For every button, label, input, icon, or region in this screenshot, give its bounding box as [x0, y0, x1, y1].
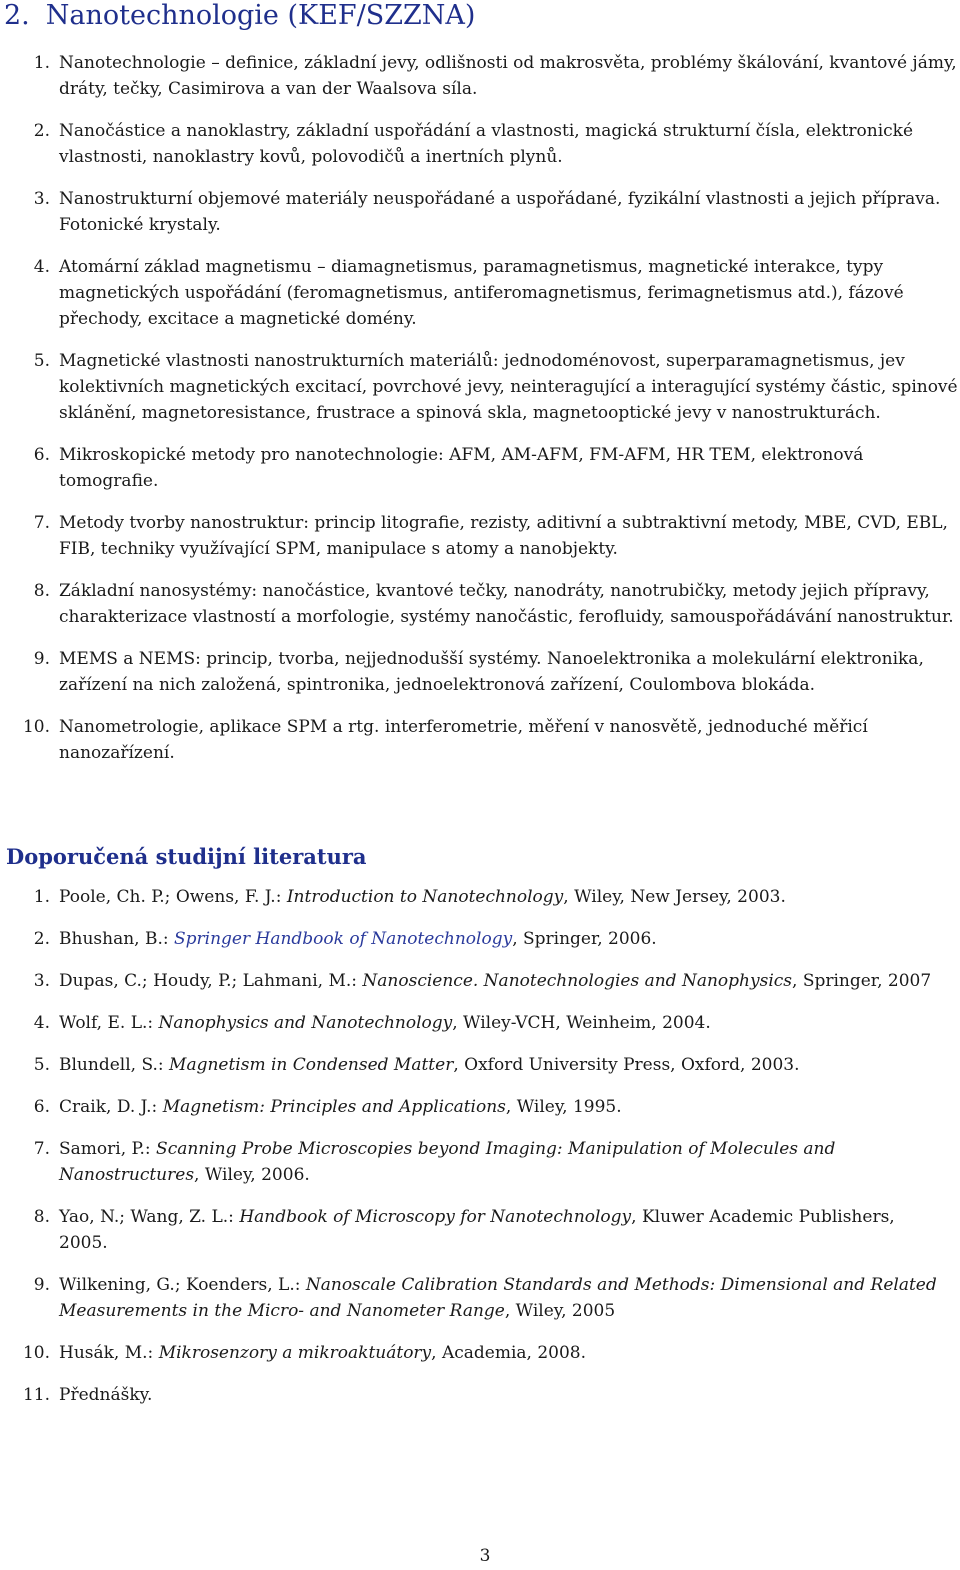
reference-item — [0, 926, 940, 952]
section-title: Nanotechnologie (KEF/SZZNA) — [45, 0, 476, 31]
topic-text: Nanočástice a nanoklastry, základní uspořádání a vlastnosti, magická strukturní čísla, elektronické vlastnosti, nanoklastry kovů, polovodičů a inertních plynů. — [59, 121, 914, 167]
reference-publisher: , Oxford University Press, Oxford, 2003. — [453, 1055, 800, 1075]
reference-title: Mikrosenzory a mikroaktuátory — [158, 1343, 432, 1363]
reference-publisher: , Wiley, 2005 — [504, 1301, 616, 1321]
topic-number: 5. — [33, 351, 50, 371]
reference-number: 1. — [33, 887, 50, 907]
reference-title: Nanoscience. Nanotechnologies and Nanophysics — [362, 971, 793, 991]
topic-item — [0, 254, 960, 332]
reference-number: 2. — [33, 929, 50, 949]
reference-title: Nanoscale Calibration Standards and Methods: Dimensional and Related Measurements in the Micro- and Nanometer Range — [59, 1275, 937, 1321]
reference-publisher: , Wiley, New Jersey, 2003. — [563, 887, 786, 907]
reference-item — [0, 1272, 940, 1324]
reference-publisher: , Wiley, 1995. — [505, 1097, 622, 1117]
topic-text: Magnetické vlastnosti nanostrukturních materiálů: jednodoménovost, superparamagnetismus, jev kolektivních magnetických excitací, povrchové jevy, neinteragující a interagující systémy částic, spinové sklánění, magnetoresistance, frustrace a spinová skla, magnetooptické jevy v nanostrukturách. — [59, 351, 958, 423]
reference-number: 7. — [33, 1139, 50, 1159]
reference-item — [0, 1340, 940, 1366]
topic-item — [0, 50, 960, 102]
topic-text: Atomární základ magnetismu – diamagnetismus, paramagnetismus, magnetické interakce, typy magnetických uspořádání (feromagnetismus, antiferomagnetismus, ferimagnetismus atd.), fázové přechody, excitace a magnetické domény. — [59, 257, 904, 329]
reference-number: 6. — [33, 1097, 50, 1117]
reference-publisher: , Academia, 2008. — [431, 1343, 587, 1363]
topic-item — [0, 646, 960, 698]
reference-item — [0, 1052, 940, 1078]
topic-number: 2. — [33, 121, 50, 141]
reference-item — [0, 1094, 940, 1120]
topic-item — [0, 578, 960, 630]
reference-item — [0, 1136, 940, 1188]
topic-text: Metody tvorby nanostruktur: princip litografie, rezisty, aditivní a subtraktivní metody, MBE, CVD, EBL, FIB, techniky využívající SPM, manipulace s atomy a nanobjekty. — [59, 513, 948, 559]
topic-item — [0, 714, 960, 766]
reference-item — [0, 1204, 940, 1256]
topic-item — [0, 510, 960, 562]
reference-authors: Samori, P.: — [59, 1139, 157, 1159]
topic-text: Nanostrukturní objemové materiály neuspořádané a uspořádané, fyzikální vlastnosti a jejich příprava. Fotonické krystaly. — [59, 189, 941, 235]
reference-publisher: , Kluwer Academic Publishers, 2005. — [59, 1207, 895, 1253]
page-number: 3 — [479, 1546, 491, 1566]
literature-heading: Doporučená studijní literatura — [6, 844, 367, 869]
topic-item — [0, 348, 960, 426]
topic-number: 9. — [33, 649, 50, 669]
reference-number: 5. — [33, 1055, 50, 1075]
reference-publisher: , Wiley, 2006. — [194, 1165, 310, 1185]
topic-text: Nanotechnologie – definice, základní jevy, odlišnosti od makrosvěta, problémy škálování, kvantové jámy, dráty, tečky, Casimirova a van der Waalsova síla. — [59, 53, 957, 99]
reference-item — [0, 1382, 940, 1408]
reference-number: 10. — [22, 1343, 50, 1363]
reference-number: 11. — [22, 1385, 50, 1405]
reference-list — [0, 884, 940, 1408]
reference-authors: Blundell, S.: — [59, 1055, 170, 1075]
topic-number: 4. — [33, 257, 50, 277]
topic-number: 10. — [22, 717, 50, 737]
reference-authors: Yao, N.; Wang, Z. L.: — [59, 1207, 240, 1227]
reference-title: Magnetism: Principles and Applications — [162, 1097, 506, 1117]
reference-authors: Přednášky. — [59, 1385, 153, 1405]
reference-title-link[interactable]: Springer Handbook of Nanotechnology — [173, 929, 513, 949]
topic-number: 7. — [33, 513, 50, 533]
reference-item — [0, 1010, 940, 1036]
topic-item — [0, 186, 960, 238]
reference-item — [0, 884, 940, 910]
topic-text: Mikroskopické metody pro nanotechnologie: AFM, AM-AFM, FM-AFM, HR TEM, elektronová tomografie. — [59, 445, 864, 491]
reference-title: Introduction to Nanotechnology — [286, 887, 564, 907]
reference-item — [0, 968, 940, 994]
section-heading — [4, 0, 475, 32]
topic-number: 1. — [33, 53, 50, 73]
topic-text: Nanometrologie, aplikace SPM a rtg. interferometrie, měření v nanosvětě, jednoduché měřicí nanozařízení. — [59, 717, 868, 763]
reference-title: Handbook of Microscopy for Nanotechnology — [239, 1207, 632, 1227]
reference-number: 8. — [33, 1207, 50, 1227]
reference-authors: Bhushan, B.: — [59, 929, 174, 949]
topic-number: 3. — [33, 189, 50, 209]
topic-list — [0, 50, 960, 766]
topic-text: MEMS a NEMS: princip, tvorba, nejjednodušší systémy. Nanoelektronika a molekulární elektronika, zařízení na nich založená, spintronika, jednoelektronová zařízení, Coulombova blokáda. — [59, 649, 924, 695]
topic-item — [0, 442, 960, 494]
reference-title: Nanophysics and Nanotechnology — [158, 1013, 453, 1033]
reference-authors: Craik, D. J.: — [59, 1097, 163, 1117]
reference-number: 3. — [33, 971, 50, 991]
topic-text: Základní nanosystémy: nanočástice, kvantové tečky, nanodráty, nanotrubičky, metody jejich přípravy, charakterizace vlastností a morfologie, systémy nanočástic, ferofluidy, samouspořádávání nanostruktur. — [59, 581, 954, 627]
reference-publisher: , Springer, 2006. — [512, 929, 657, 949]
topic-number: 8. — [33, 581, 50, 601]
topic-number: 6. — [33, 445, 50, 465]
reference-publisher: , Springer, 2007 — [792, 971, 932, 991]
topic-item — [0, 118, 960, 170]
section-number: 2. — [4, 0, 30, 31]
reference-authors: Poole, Ch. P.; Owens, F. J.: — [59, 887, 287, 907]
reference-number: 9. — [33, 1275, 50, 1295]
reference-publisher: , Wiley-VCH, Weinheim, 2004. — [452, 1013, 711, 1033]
reference-authors: Wolf, E. L.: — [59, 1013, 159, 1033]
reference-authors: Wilkening, G.; Koenders, L.: — [59, 1275, 306, 1295]
reference-authors: Husák, M.: — [59, 1343, 159, 1363]
reference-title: Magnetism in Condensed Matter — [169, 1055, 454, 1075]
reference-number: 4. — [33, 1013, 50, 1033]
reference-title: Scanning Probe Microscopies beyond Imaging: Manipulation of Molecules and Nanostructures — [59, 1139, 836, 1185]
reference-authors: Dupas, C.; Houdy, P.; Lahmani, M.: — [59, 971, 363, 991]
